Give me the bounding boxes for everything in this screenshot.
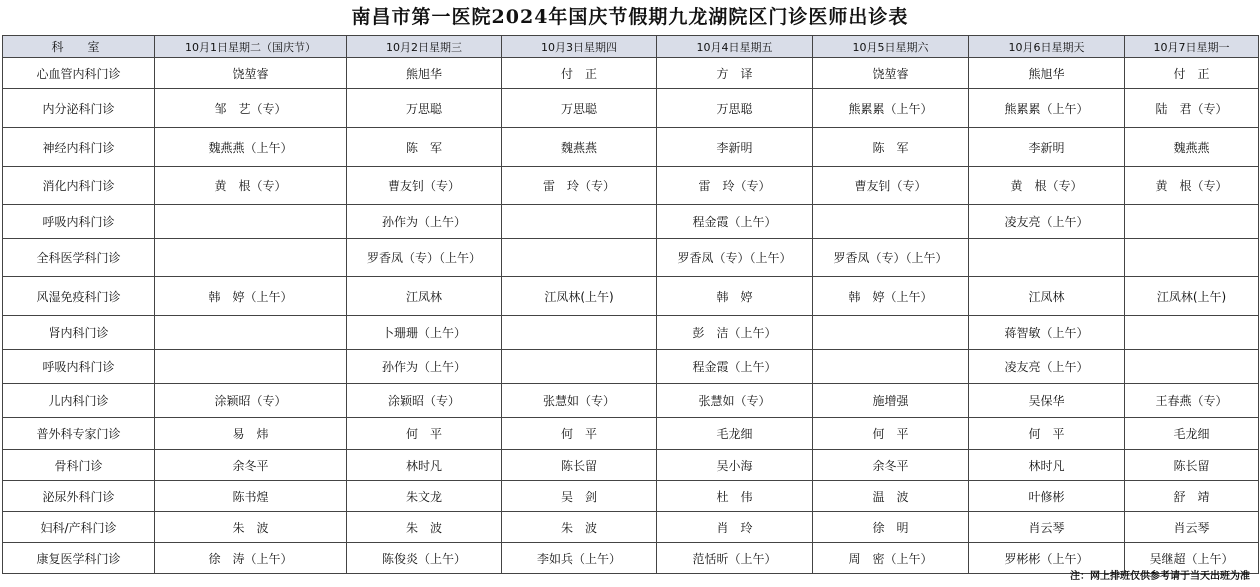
doctor-cell: [155, 350, 347, 384]
doctor-cell: 饶堃睿: [813, 58, 969, 89]
department-cell: 风湿免疫科门诊: [3, 277, 155, 316]
doctor-cell: 林时凡: [347, 450, 502, 481]
doctor-cell: 罗彬彬（上午）: [969, 543, 1125, 574]
department-cell: 内分泌科门诊: [3, 89, 155, 128]
doctor-cell: [1125, 205, 1259, 239]
doctor-cell: 朱 波: [502, 512, 657, 543]
doctor-cell: 毛龙细: [657, 418, 813, 450]
column-header-day: 10月1日星期二（国庆节）: [155, 36, 347, 58]
doctor-cell: 施增强: [813, 384, 969, 418]
table-row: [3, 205, 1259, 239]
doctor-cell: 吴小海: [657, 450, 813, 481]
doctor-cell: 黄 根（专）: [1125, 167, 1259, 205]
department-cell: 泌尿外科门诊: [3, 481, 155, 512]
doctor-cell: 熊旭华: [969, 58, 1125, 89]
doctor-cell: 杜 伟: [657, 481, 813, 512]
doctor-cell: 何 平: [813, 418, 969, 450]
doctor-cell: [155, 239, 347, 277]
doctor-cell: 熊旭华: [347, 58, 502, 89]
doctor-cell: 罗香凤（专）（上午）: [347, 239, 502, 277]
doctor-cell: 陈书煌: [155, 481, 347, 512]
doctor-cell: 卜珊珊（上午）: [347, 316, 502, 350]
table-row: [3, 418, 1259, 450]
doctor-cell: 肖 玲: [657, 512, 813, 543]
doctor-cell: 何 平: [969, 418, 1125, 450]
doctor-cell: [1125, 239, 1259, 277]
doctor-cell: [502, 350, 657, 384]
doctor-cell: 何 平: [502, 418, 657, 450]
doctor-cell: [502, 239, 657, 277]
table-row: [3, 350, 1259, 384]
department-cell: 妇科/产科门诊: [3, 512, 155, 543]
table-row: [3, 239, 1259, 277]
doctor-cell: [969, 239, 1125, 277]
table-row: [3, 316, 1259, 350]
department-cell: 神经内科门诊: [3, 128, 155, 167]
department-cell: 儿内科门诊: [3, 384, 155, 418]
doctor-cell: 付 正: [502, 58, 657, 89]
doctor-cell: 江凤林: [347, 277, 502, 316]
doctor-cell: 魏燕燕: [1125, 128, 1259, 167]
doctor-cell: 王春燕（专）: [1125, 384, 1259, 418]
doctor-cell: 李新明: [969, 128, 1125, 167]
doctor-cell: 余冬平: [813, 450, 969, 481]
doctor-cell: 饶堃睿: [155, 58, 347, 89]
doctor-cell: 万思聪: [657, 89, 813, 128]
doctor-cell: 魏燕燕（上午）: [155, 128, 347, 167]
doctor-cell: [1125, 350, 1259, 384]
department-cell: 肾内科门诊: [3, 316, 155, 350]
table-row: [3, 512, 1259, 543]
doctor-cell: 易 炜: [155, 418, 347, 450]
table-row: [3, 450, 1259, 481]
column-header-day: 10月4日星期五: [657, 36, 813, 58]
doctor-cell: 叶修彬: [969, 481, 1125, 512]
doctor-cell: 孙作为（上午）: [347, 205, 502, 239]
doctor-cell: 范恬昕（上午）: [657, 543, 813, 574]
column-header-day: 10月7日星期一: [1125, 36, 1259, 58]
doctor-cell: 徐 涛（上午）: [155, 543, 347, 574]
doctor-cell: [813, 350, 969, 384]
table-row: [3, 58, 1259, 89]
table-row: [3, 128, 1259, 167]
doctor-cell: [813, 316, 969, 350]
doctor-cell: 韩 婷（上午）: [813, 277, 969, 316]
doctor-cell: 余冬平: [155, 450, 347, 481]
doctor-cell: 陆 君（专）: [1125, 89, 1259, 128]
schedule-table: [2, 35, 1259, 574]
department-cell: 康复医学科门诊: [3, 543, 155, 574]
doctor-cell: 程金霞（上午）: [657, 205, 813, 239]
department-cell: 消化内科门诊: [3, 167, 155, 205]
doctor-cell: 朱 波: [347, 512, 502, 543]
doctor-cell: 朱 波: [155, 512, 347, 543]
column-header-day: 10月2日星期三: [347, 36, 502, 58]
doctor-cell: [502, 205, 657, 239]
page-title: 南昌市第一医院2024年国庆节假期九龙湖院区门诊医师出诊表: [351, 6, 909, 28]
department-cell: 呼吸内科门诊: [3, 205, 155, 239]
department-cell: 全科医学科门诊: [3, 239, 155, 277]
doctor-cell: 曹友钊（专）: [813, 167, 969, 205]
doctor-cell: 雷 玲（专）: [657, 167, 813, 205]
doctor-cell: 凌友亮（上午）: [969, 350, 1125, 384]
doctor-cell: 何 平: [347, 418, 502, 450]
doctor-cell: 陈 军: [347, 128, 502, 167]
doctor-cell: 舒 靖: [1125, 481, 1259, 512]
doctor-cell: 朱文龙: [347, 481, 502, 512]
doctor-cell: 江凤林(上午): [502, 277, 657, 316]
doctor-cell: 蒋智敏（上午）: [969, 316, 1125, 350]
footnote: 注：网上排班仅供参考请于当天出班为准: [1070, 571, 1250, 582]
doctor-cell: 李新明: [657, 128, 813, 167]
doctor-cell: 黄 根（专）: [969, 167, 1125, 205]
table-row: [3, 481, 1259, 512]
doctor-cell: 肖云琴: [1125, 512, 1259, 543]
doctor-cell: 邹 艺（专）: [155, 89, 347, 128]
doctor-cell: 孙作为（上午）: [347, 350, 502, 384]
doctor-cell: 吴 剑: [502, 481, 657, 512]
doctor-cell: 程金霞（上午）: [657, 350, 813, 384]
doctor-cell: 陈 军: [813, 128, 969, 167]
doctor-cell: 温 波: [813, 481, 969, 512]
doctor-cell: 万思聪: [347, 89, 502, 128]
doctor-cell: 曹友钊（专）: [347, 167, 502, 205]
doctor-cell: 陈长留: [1125, 450, 1259, 481]
doctor-cell: 熊累累（上午）: [813, 89, 969, 128]
table-row: [3, 384, 1259, 418]
doctor-cell: 黄 根（专）: [155, 167, 347, 205]
doctor-cell: 林时凡: [969, 450, 1125, 481]
table-row: [3, 89, 1259, 128]
doctor-cell: 李如兵（上午）: [502, 543, 657, 574]
doctor-cell: 张慧如（专）: [502, 384, 657, 418]
department-cell: 呼吸内科门诊: [3, 350, 155, 384]
doctor-cell: 江凤林: [969, 277, 1125, 316]
doctor-cell: [155, 205, 347, 239]
schedule-body: [3, 58, 1259, 574]
doctor-cell: 万思聪: [502, 89, 657, 128]
doctor-cell: 罗香凤（专）（上午）: [813, 239, 969, 277]
table-row: [3, 167, 1259, 205]
doctor-cell: 凌友亮（上午）: [969, 205, 1125, 239]
doctor-cell: 周 密（上午）: [813, 543, 969, 574]
department-cell: 骨科门诊: [3, 450, 155, 481]
column-header-department: 科 室: [3, 36, 155, 58]
doctor-cell: 韩 婷: [657, 277, 813, 316]
doctor-cell: 付 正: [1125, 58, 1259, 89]
doctor-cell: [813, 205, 969, 239]
doctor-cell: 彭 洁（上午）: [657, 316, 813, 350]
doctor-cell: [502, 316, 657, 350]
column-header-day: 10月3日星期四: [502, 36, 657, 58]
table-row: [3, 277, 1259, 316]
doctor-cell: 熊累累（上午）: [969, 89, 1125, 128]
header-row: [3, 36, 1259, 58]
doctor-cell: 吴继超（上午）: [1125, 543, 1259, 574]
doctor-cell: 涂颖昭（专）: [347, 384, 502, 418]
doctor-cell: 肖云琴: [969, 512, 1125, 543]
doctor-cell: 方 译: [657, 58, 813, 89]
department-cell: 普外科专家门诊: [3, 418, 155, 450]
doctor-cell: 涂颖昭（专）: [155, 384, 347, 418]
doctor-cell: 吴保华: [969, 384, 1125, 418]
doctor-cell: [155, 316, 347, 350]
doctor-cell: 江凤林(上午): [1125, 277, 1259, 316]
doctor-cell: 毛龙细: [1125, 418, 1259, 450]
department-cell: 心血管内科门诊: [3, 58, 155, 89]
doctor-cell: 张慧如（专）: [657, 384, 813, 418]
column-header-day: 10月5日星期六: [813, 36, 969, 58]
doctor-cell: 韩 婷（上午）: [155, 277, 347, 316]
doctor-cell: 徐 明: [813, 512, 969, 543]
doctor-cell: 魏燕燕: [502, 128, 657, 167]
doctor-cell: 罗香凤（专）（上午）: [657, 239, 813, 277]
doctor-cell: [1125, 316, 1259, 350]
doctor-cell: 雷 玲（专）: [502, 167, 657, 205]
column-header-day: 10月6日星期天: [969, 36, 1125, 58]
doctor-cell: 陈俊炎（上午）: [347, 543, 502, 574]
doctor-cell: 陈长留: [502, 450, 657, 481]
